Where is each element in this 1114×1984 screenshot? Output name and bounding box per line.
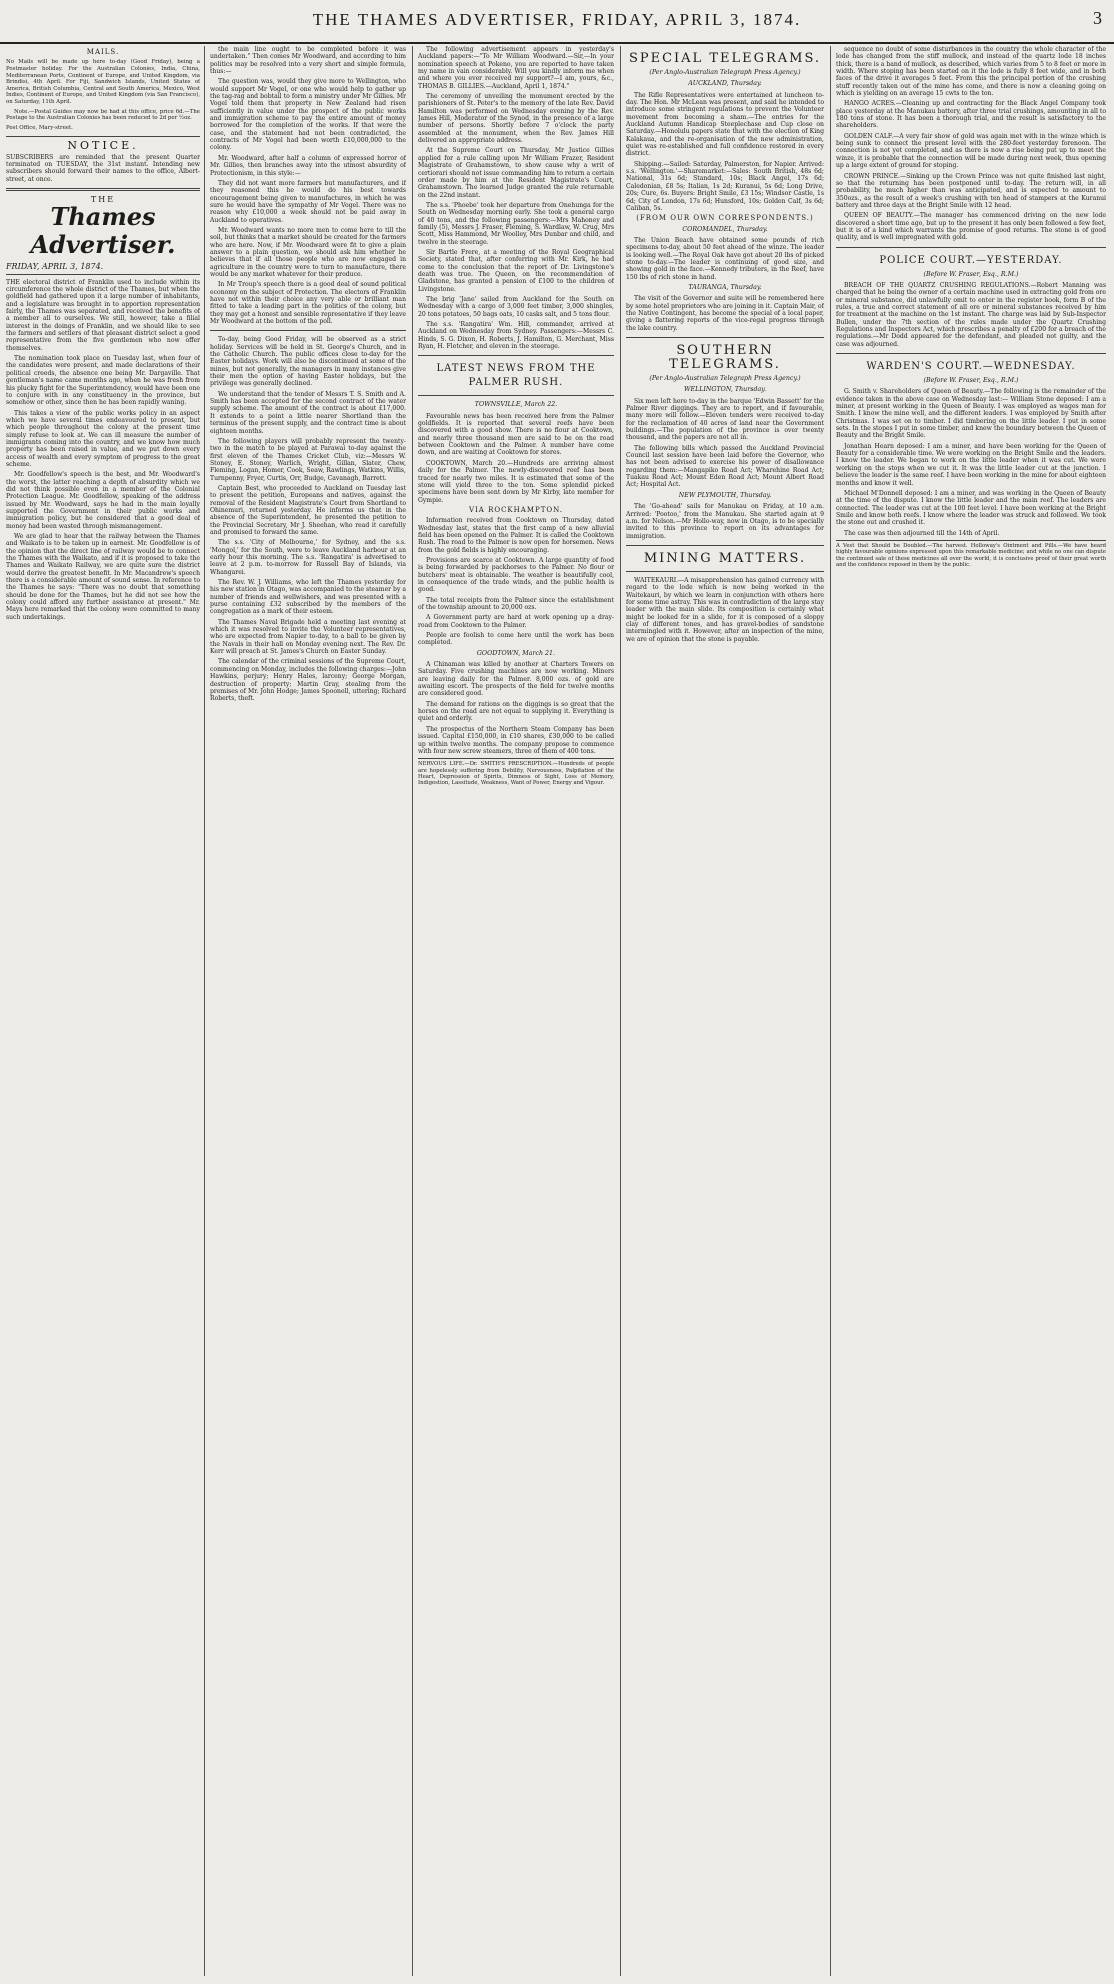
divider bbox=[6, 136, 200, 137]
page-header-title: THE THAMES ADVERTISER, FRIDAY, APRIL 3, 1874. bbox=[312, 10, 802, 29]
section-heading-southern-telegrams: SOUTHERN TELEGRAMS. bbox=[669, 343, 781, 372]
news-paragraph: To-day, being Good Friday, will be observed as a strict holiday. Services will be held in St. George's Church, and in the Catholic Church. The public offices close to-day for the Easter holidays. Work will also be discontinued at some of the mines, but not generally, the managers in many instances give their men the option of having Easter holidays, but the privilege was generally declined. bbox=[210, 336, 406, 388]
section-heading-wardens-court: WARDEN'S COURT.—WEDNESDAY. bbox=[866, 361, 1076, 373]
section-heading-palmer: LATEST NEWS FROM THE PALMER RUSH. bbox=[436, 363, 596, 389]
editorial-paragraph: Mr. Woodward wants no more men to come here to till the soil, but thinks that a market should be created for the farmers who are here. Now, if Mr. Woodward were fit to give a plain answer to a plain question, we should ask him whether he believes that if all those people who are now engaged in agriculture in the country were to turn to manufacture, there would be any market whatever for their produce. bbox=[210, 226, 406, 278]
editorial-paragraph: THE electoral district of Franklin used to include within its circumference the whole district of the Thames, but when the goldfield had gathered upon it a large number of inhabitants, and a legislature was brought in to apportion representation fairly, the Thames was separated, and received the benefits of a member all to ourselves. We still, however, take a filial interest in the doings of Franklin, and we should like to see the farmers and settlers of that pleasant district select a good representative from the five gentlemen who now offer themselves. bbox=[6, 278, 200, 352]
divider bbox=[836, 247, 1106, 248]
divider bbox=[626, 337, 824, 338]
divider bbox=[210, 330, 406, 331]
news-paragraph: The visit of the Governor and suite will be remembered here by some hotel proprietors who are joining in it. Captain Mair, of the Native Contingent, has become the special of a local paper, giving a flattering reports of the vice-regal progress through the lake country. bbox=[626, 295, 824, 332]
divider bbox=[418, 395, 614, 396]
news-paragraph: The ceremony of unveiling the monument erected by the parishioners of St. Peter's to the memory of the late Rev. David Hamilton was performed on Wednesday evening by the Rev. James Hill, Moderator of the Synod, in the presence of a large number of persons. Shortly before 7 o'clock the party assembled at the monument, when the Rev. James Hill delivered an appropriate address. bbox=[418, 93, 614, 145]
editorial-paragraph: The nomination took place on Tuesday last, when four of the candidates were present, and made declarations of their political creeds, the absence one being Mr. Dargaville. That gentleman's name came months ago, when he was fresh from his plucky fight for the Superintendency, would have been one to conjure with in any constituency in the province, but somehow or other, since then he has been rapidly waning. bbox=[6, 355, 200, 407]
dateline-place: WELLINGTON, Thursday. bbox=[684, 386, 766, 394]
news-paragraph: The case was then adjourned till the 14th of April. bbox=[844, 529, 1000, 537]
news-paragraph: GOLDEN CALF.—A very fair show of gold was again met with in the winze which is being sunk to connect the present level with the 280-feet yesterday forenoon. The connection is not yet completed, and as there is now a rise being put up to meet the winze, it is probable that the connection will be made during next week, thus opening up a large extent of ground for stoping. bbox=[836, 132, 1106, 170]
column-rule bbox=[412, 46, 413, 1976]
news-paragraph: The Rifle Representatives were entertained at luncheon to-day. The Hon. Mr McLean was present, and said he intended to introduce some stringent regulations to prevent the Volunteer movement from becoming a sham.—The entries for the Auckland Autumn Handicap Steeplechase and Cup close on Saturday.—Honolulu papers state that with the election of King Kalakaua, and the re-organisation of the new administration, quiet was re-established and full confidence restored in every district. bbox=[626, 91, 824, 158]
column-1 bbox=[6, 46, 200, 1976]
news-paragraph: The Rev. W. J. Williams, who left the Thames yesterday for his new station in Otago, was accompanied to the steamer by a number of friends and wellwishers, and was presented with a purse containing £32 subscribed by the members of the congregation as a mark of their esteem. bbox=[210, 579, 406, 616]
news-paragraph: A Chinaman was killed by another at Charters Towers on Saturday. Five crushing machines are now working. Miners are leaving daily for the Palmer. 8,000 ozs. of gold are awaiting escort. The prospects of the field for twelve months are considered good. bbox=[418, 661, 614, 698]
news-paragraph: The following players will probably represent the twenty-two in the match to be played at Parawai to-day against the first eleven of the Thames Cricket Club, viz:—Messrs W. Stoney, E. Stoney, Warlich, Wright, Gillan, Slater, Chew, Fleming, Logan, Homer, Cook, Seaw, Rawlings, Watkins, Willis, Turnpenny, Fryer, Curtis, Orr, Budge, Cavanagh, Barrett. bbox=[210, 437, 406, 482]
section-heading-special-telegrams: SPECIAL TELEGRAMS. bbox=[628, 51, 822, 66]
column-2 bbox=[210, 46, 406, 1976]
column-4 bbox=[626, 46, 824, 1976]
news-paragraph: HANGO ACRES.—Cleaning up and contracting for the Black Angel Company took place yesterday at the Manukau battery, after three trial crushings, amounting in all to 180 tons of stone. It has been a thorough trial, and the result is satisfactory to the shareholders. bbox=[836, 100, 1106, 130]
news-paragraph: sequence no doubt of some disturbances in the country the whole character of the lode has changed from the stiff mullock, and instead of the quartz lode 18 inches thick, there is a band of mullock, as described, which varies from 5 to 8 feet or more in width. Where stoping has been started on it the lode is fully 8 feet wide, and in both faces of the drive it averages 5 feet. From this the principal portion of the crushing stuff recently taken out of the mine has come, and there is now a cleaning going on which is yielding on an average 15 cwts to the ton. bbox=[836, 46, 1106, 98]
editorial-paragraph: We are glad to hear that the railway between the Thames and Waikato is to be taken up in earnest. Mr. Goodfellow is of the opinion that the direct line of railway would be to connect the Thames with the Waikato, and if it is proposed to take the Thames and Waikato Railway, we are quite sure the district would derive the greatest benefit. In Mr. Macandrew's speech there is a considerable amount of sound sense. In reference to the Thames he says: "There was no doubt that something should be done for the Thames, but he did not see how the colony could afford any further assistance at present." Mr. Mays here remarked that the colony were committed to many such undertakings. bbox=[6, 533, 200, 621]
news-paragraph: BREACH OF THE QUARTZ CRUSHING REGULATIONS.—Robert Manning was charged that he being the owner of a certain machine used in extracting gold from ore or mineral substance, did unlawfully omit to enter in the register book, form B of the rules, a true and correct statement of all ore or mineral substances received by him for treatment at the machine on the 1st instant. The charge was laid by Sub-Inspector Bullen, under the 7th section of the rules made under the Quartz Crushing Regulations and Inspectors Act, which prescribes a penalty of £200 for a breach of the regulations.—Mr Dodd appeared for the defendant, and pleaded not guilty, and the case was adjourned. bbox=[836, 281, 1106, 348]
news-paragraph: Provisions are scarce at Cooktown. A large quantity of food is being forwarded by packhorses to the Palmer. No flour or butchers' meat is obtainable. The weather is beautifully cool, in consequence of the trade winds, and the public health is good. bbox=[418, 556, 614, 594]
section-heading-police-court: POLICE COURT.—YESTERDAY. bbox=[879, 254, 1063, 266]
dateline-place: TAURANGA, Thursday. bbox=[688, 283, 762, 291]
column-3 bbox=[418, 46, 614, 1976]
news-paragraph: The prospectus of the Northern Steam Company has been issued. Capital £150,000, in £10 shares, £30,000 to be called up within twelve months. The company propose to commence with four new screw steamers, three of them of 400 tons. bbox=[418, 725, 614, 755]
news-paragraph: Shipping.—Sailed: Saturday, Palmerston, for Napier. Arrived: s.s. 'Wellington.'—Sharemarket:—Sales: South British, 48s 6d; National, 31s 6d; Standard, 10s; Black Angel, 17s 6d; Caledonian, £8 5s; Italian, 1s 2d; Kuranui, 5s 6d; Long Drive, 20s; Cure, 6s. Buyers: Bright Smile, £3 15s; Windsor Castle, 1s 6d; City of London, 17s 6d; Hunsford, 10s; Golden Calf, 3s 6d; Caliban, 5s. bbox=[626, 160, 824, 212]
news-paragraph: Information received from Cooktown on Thursday, dated Wednesday last, states that the first camp of a new alluvial field has been opened on the Palmer. It is called the Cooktown Rush. The road to the Palmer is now open for horsemen. News from the gold fields is highly encouraging. bbox=[418, 517, 614, 554]
news-paragraph: QUEEN OF BEAUTY.—The manager has commenced driving on the new lode discovered a short time ago, but up to the present it has only been followed a few feet, but it is of a kind which warrants the promise of good returns. The stone is of good quality, and is well impregnated with gold. bbox=[836, 212, 1106, 242]
news-paragraph: We understand that the tender of Messrs T. S. Smith and A. Smith has been accepted for the second contract of the water supply scheme. The amount of the contract is about £17,000. It extends to a point a little nearer Shortland than the terminus of the present supply, and the contract time is about eighteen months. bbox=[210, 390, 406, 435]
news-paragraph: The s.s. 'Phoebe' took her departure from Onehunga for the South on Wednesday morning early. She took a general cargo of 40 tons, and the following passengers:—Mrs Mahoney and family (5), Messrs J. Fraser, Fleming, S. Wardlaw, W. Crug, Mrs Scott, Miss Hammond, Mr Woolley, Mrs Dunbar and child, and twelve in the steerage. bbox=[418, 201, 614, 246]
news-paragraph: G. Smith v. Shareholders of Queen of Beauty.—The following is the remainder of the evidence taken in the above case on Wednesday last:— William Stone deposed: I am a miner, at present working in the Queen of Beauty. I was employed as wages man for Smith. I know the mine well, and the different leaders. I was employed by Smith after Christmas. I was set on to timber. I did timbering on the little leader. I put in some sets. In the stopes I put in some timber, and knew the boundary between the Queen of Beauty and the Bright Smile. bbox=[836, 388, 1106, 440]
divider bbox=[836, 353, 1106, 354]
column-rule bbox=[204, 46, 205, 1976]
news-paragraph: The brig 'Jane' sailed from Auckland for the South on Wednesday with a cargo of 3,000 feet timber, 3,000 shingles, 20 tons potatoes, 50 bags oats, 10 casks salt, and 5 tons flour. bbox=[418, 296, 614, 318]
news-paragraph: The calendar of the criminal sessions of the Supreme Court, commencing on Monday, includes the following charges:—John Hawkins, perjury; Henry Hales, larceny; George Morgan, destruction of property; Martin Gray, stealing from the premises of Mr. John Hodge; James Spoonell, uttering; Richard Roberts, theft. bbox=[210, 658, 406, 703]
news-paragraph: COOKTOWN, March 20.—Hundreds are arriving almost daily for the Palmer. The newly-discovered reef has been traced for nearly two miles. It is estimated that some of the stone will yield three to the ton. Some splendid picked specimens have been sent down by Mr Kirby, late member for Gympie. bbox=[418, 459, 614, 504]
news-paragraph: Sir Bartle Frere, at a meeting of the Royal Geographical Society, stated that, after conferring with Mr. Kirk, he had come to the conclusion that the report of Dr. Livingstone's death was true. The Queen, on the recommendation of Gladstone, has granted a pension of £100 to the children of Livingstone. bbox=[418, 248, 614, 293]
column-rule bbox=[830, 46, 831, 1976]
notice-text: SUBSCRIBERS are reminded that the present Quarter terminated on TUESDAY, the 31st instant. Intending new subscribers should forward their names to the office, Albert-street, at once. bbox=[6, 153, 200, 183]
subheading-correspondents: (FROM OUR OWN CORRESPONDENTS.) bbox=[636, 214, 814, 223]
dateline-place: GOODTOWN, March 21. bbox=[476, 649, 556, 657]
news-paragraph: The Thames Naval Brigade held a meeting last evening at which it was resolved to invite the Volunteer representatives, who are expected from Napier to-day, to a ball to be given by the Navals in their hall on Monday evening next. The Rev. Dr. Kerr will preach at St. James's Church on Easter Sunday. bbox=[210, 618, 406, 656]
page-number: 3 bbox=[1093, 8, 1102, 28]
news-paragraph: People are foolish to come here until the work has been completed. bbox=[418, 632, 614, 647]
section-heading-mining-matters: MINING MATTERS. bbox=[643, 550, 807, 566]
divider bbox=[418, 355, 614, 356]
advertisement: A Vest that Should be Doubled.—The harvest. Holloway's Ointment and Pills.—We have heard highly favourable opinions expressed upon this remarkable medicine; and while no one can dispute the continued sale of these medicines all over the world, it is conclusive proof of their great worth and the confidence reposed in them by the public. bbox=[836, 540, 1106, 569]
editorial-paragraph: In Mr Troup's speech there is a good deal of sound political economy on the subject of Protection. The electors of Franklin have not within their choice any very able or brilliant man fitted to take a leading part in the politics of the colony, but they may get a honest and sensible representative if they leave Mr Woodward at the bottom of the poll. bbox=[210, 281, 406, 326]
telegram-source: (Per Anglo-Australian Telegraph Press Agency.) bbox=[649, 375, 801, 382]
news-paragraph: The s.s. 'City of Melbourne,' for Sydney, and the s.s. 'Mongol,' for the South, were to leave Auckland harbour at an early hour this morning. The s.s. 'Rangatira' is advertised to leave at 2 p.m. to-morrow for Russell Bay of Islands, via Whangarei. bbox=[210, 539, 406, 576]
news-paragraph: WAITEKAURI.—A misapprehension has gained currency with regard to the lode which is now being worked in the Waitekauri, by which we learn in conjunction with others here for some time astray. This was in contradiction of the large stay leader with the main slide. Its composition is certainly what might be looked for in a slide, for it is composed of a sloppy clay of different tones, and has gravel-bodies of sandstone intermingled with it. However, after an inspection of the mine, we are of opinion that the stone is payable. bbox=[626, 576, 824, 643]
advertisement: NERVOUS LIFE.—Dr. SMITH'S PRESCRIPTION.—Hundreds of people are hopelessly suffering from Debility, Nervousness, Palpitation of the Heart, Depression of Spirits, Dimness of Sight, Loss of Memory, Indigestion, Lassitude, Weakness, Want of Power, Energy and Vigour. bbox=[418, 758, 614, 787]
news-paragraph: CROWN PRINCE.—Sinking up the Crown Prince was not quite finished last night, so that the returning has been postponed until to-day. The return will, in all probability, be much higher than was anticipated, and is expected to amount to 350ozs., as the result of a week's crushing with ten head of stampers at the Kuranui battery and three days at the Bright Smile with 12 head. bbox=[836, 172, 1106, 209]
editorial-paragraph: the main line ought to be completed before it was undertaken." Then comes Mr Woodward, and according to him politics may be resolved into a very short and simple formula, thus:— bbox=[210, 46, 406, 76]
news-paragraph: The Union Beach have obtained some pounds of rich specimens to-day, about 50 feet ahead of the winze. The leader is looking well.—The Royal Oak have got about 20 lbs of picked stone to-day.—The leader is continuing of good size, and showing gold in the face.—Kennedy tributers, in the Reef, have 150 lbs of rich stone in hand. bbox=[626, 236, 824, 281]
news-paragraph: Favourable news has been received here from the Palmer goldfields. It is reported that several reefs have been discovered with a good show. There is no flour at Cooktown, and nearly three thousand men are said to be on the road between Cooktown and the Palmer. A number have come down, and are waiting at Cooktown for stores. bbox=[418, 412, 614, 457]
masthead bbox=[0, 0, 1114, 44]
news-paragraph: A Government party are hard at work opening up a dray-road from Cooktown to the Palmer. bbox=[418, 614, 614, 629]
court-presiding: (Before W. Fraser, Esq., R.M.) bbox=[923, 377, 1019, 385]
column-5 bbox=[836, 46, 1106, 1976]
editorial-paragraph: Mr. Woodward, after half a column of expressed horror of Mr. Gillies, then branches away into the utmost absurdity of Protectionism, in this style:— bbox=[210, 154, 406, 177]
divider bbox=[6, 188, 200, 191]
editorial-paragraph: This takes a view of the public works policy in an aspect which we have several times endeavoured to present, but which people throughout the colony at the present time simply refuse to look at. We can ill measure the number of immigrants coming into the country, and we know how much property has been raised in value, and we put down every access of wealth and every symptom of progress to the great scheme. bbox=[6, 409, 200, 468]
telegram-source: (Per Anglo-Australian Telegraph Press Agency.) bbox=[649, 69, 801, 76]
divider bbox=[626, 545, 824, 546]
dateline-place: NEW PLYMOUTH, Thursday. bbox=[678, 491, 772, 499]
newspaper-logo bbox=[6, 196, 200, 259]
news-paragraph: The following advertisement appears in yesterday's Auckland papers:—"To Mr William Woodward.—Sir,—In your nomination speech at Pokeno, you are reported to have taken my name in vain considerably. Will you kindly inform me when and where you ever received my support?—I am, yours, &c., THOMAS B. GILLIES.—Auckland, April 1, 1874." bbox=[418, 46, 614, 90]
dateline-place: TOWNSVILLE, March 22. bbox=[474, 401, 558, 409]
dateline-place: AUCKLAND, Thursday. bbox=[688, 80, 762, 88]
logo-the: THE bbox=[90, 195, 116, 204]
news-paragraph: Six men left here to-day in the barque 'Edwin Bassett' for the Palmer River diggings. They are to report, and if favourable, many more will follow.—Eleven tenders were received to-day for the reclamation of 40 acres of land near the Government buildings.—The population of the province is over twenty thousand, and the papers are not all in. bbox=[626, 397, 824, 442]
news-paragraph: The demand for rations on the diggings is so great that the horses on the road are not equal to supplying it. Everything is quiet and orderly. bbox=[418, 700, 614, 723]
news-paragraph: At the Supreme Court on Thursday, Mr Justice Gillies applied for a rule calling upon Mr William Frazer, Resident Magistrate of Grahamstown, to show cause why a writ of certiorari should not issue commanding him to return a certain order made by him at the Resident Magistrate's Court, Grahamstown. The learned Judge granted the rule returnable on the 22nd instant. bbox=[418, 147, 614, 199]
notice-heading: NOTICE. bbox=[67, 139, 139, 153]
column-rule bbox=[620, 46, 621, 1976]
news-paragraph: The 'Go-ahead' sails for Manukau on Friday, at 10 a.m. Arrived: 'Pootoo,' from the Manukau. She started again at 9 a.m. for Nelson.—Mr Hollo-way, now in Otago, is to be specially invited to this province to report on its advantages for immigration. bbox=[626, 503, 824, 540]
news-paragraph: Captain Best, who proceeded to Auckland on Tuesday last to present the petition, Europeans and natives, against the removal of the Resident Magistrate's Court from Shortland to Ohinemuri, returned yesterday. He informs us that in the absence of the Superintendent, he presented the petition to the Provincial Secretary, Mr J. Sheehan, who read it carefully and promised to forward the same. bbox=[210, 484, 406, 536]
logo-title: Thames Advertiser. bbox=[30, 202, 176, 260]
news-paragraph: The s.s. 'Rangatira' Wm. Hill, commander, arrived at Auckland on Wednesday from Sydney. Passengers:—Messrs C. Hinds, S. G. Dixon, H. Roberts, J. Hamilton, G. Merchant, Miss Ryan, H. Fletcher, and eleven in the steerage. bbox=[418, 321, 614, 351]
news-paragraph: The following bills which passed the Auckland Provincial Council last session have been laid before the Governor, who has not been advised to exercise his power of disallowance regarding them:—Mangapiko Road Act; Wharehine Road Act; Tuakau Road Act; Mount Eden Road Act; Mount Albert Road Act; Hospital Act. bbox=[626, 444, 824, 489]
news-paragraph: The total receipts from the Palmer since the establishment of the township amount to 20,000 ozs. bbox=[418, 596, 614, 611]
mails-heading: MAILS. bbox=[86, 48, 120, 56]
news-paragraph: Michael M'Donnell deposed: I am a miner, and was working in the Queen of Beauty at the time of the dispute. I know the little leader and the main reef. The leaders are connected. The leader was cut at the 100 feet level. I have been working at the Bright Smile and know both reefs. I know where the leader was struck and followed. We took the stone out and crushed it. bbox=[836, 489, 1106, 527]
editorial-paragraph: The question was, would they give more to Wellington, who would support Mr Vogel, or one who would help to gather up the tag-rag and bobtail to form a ministry under Mr Gillies. Mr Vogel told them that property in New Zealand had risen sufficiently in value under the prospect of the public works and immigration scheme to pay the entire amount of money borrowed for the completion of the works. If that were the case, and the statement had not been contradicted, the contracts of Mr Vogel had been worth £10,000,000 to the colony. bbox=[210, 78, 406, 152]
editorial-paragraph: Mr. Goodfellow's speech is the best, and Mr. Woodward's the worst, the latter reaching a depth of absurdity which we did not think possible even in a member of the Colonial Protection League. Mr. Goodfellow, speaking of the address issued by Mr. Woodward, says he had in the main loyally supported the Government in their public works and immigration policy, but he considered that a good deal of money had been wasted through mismanagement. bbox=[6, 471, 200, 530]
subheading-via-rockhampton: VIA ROCKHAMPTON. bbox=[468, 505, 564, 514]
mails-signature: Post Office, Mary-street. bbox=[6, 124, 73, 131]
dateline-place: COROMANDEL, Thursday. bbox=[682, 225, 768, 233]
court-presiding: (Before W. Fraser, Esq., R.M.) bbox=[923, 270, 1019, 278]
dateline: FRIDAY, APRIL 3, 1874. bbox=[6, 263, 200, 274]
news-paragraph: Jonathan Hearn deposed: I am a miner, and have been working for the Queen of Beauty for a considerable time. We were working on the Bright Smile and the leaders. I know the leader. We began to work on the little leader when it was cut. We were working on the stops when we cut it. It was the little leader cut at the junction. I believe the leader is the same reef. I have been working in the mine for about eighteen months and know it well. bbox=[836, 442, 1106, 487]
divider bbox=[626, 571, 824, 572]
editorial-paragraph: They did not want more farmers but manufacturers, and if they reasoned this he would do his best towards encouragement being given to manufactures, in which he was sure he would have the sympathy of Mr Vogel. There was no reason why £10,000 a week should not be paid away in Auckland to operatives. bbox=[210, 179, 406, 224]
mails-note: Note.—Postal Guides may now be had at this office, price 6d.—The Postage to the Australian Colonies has been reduced to 2d per ½oz. bbox=[6, 108, 200, 122]
mails-text: No Mails will be made up here to-day (Good Friday), being a Postmaster holiday. For the Australian Colonies, India, China, Mediterranean Ports, Continent of Europe, and United Kingdom, via Brindisi, 4th April. For Fiji, Sandwich Islands, United States of America, British Columbia, Central and South America, Mexico, West Indies, Continent of Europe, and United Kingdom (via San Francisco), on Saturday, 11th April. bbox=[6, 59, 200, 105]
